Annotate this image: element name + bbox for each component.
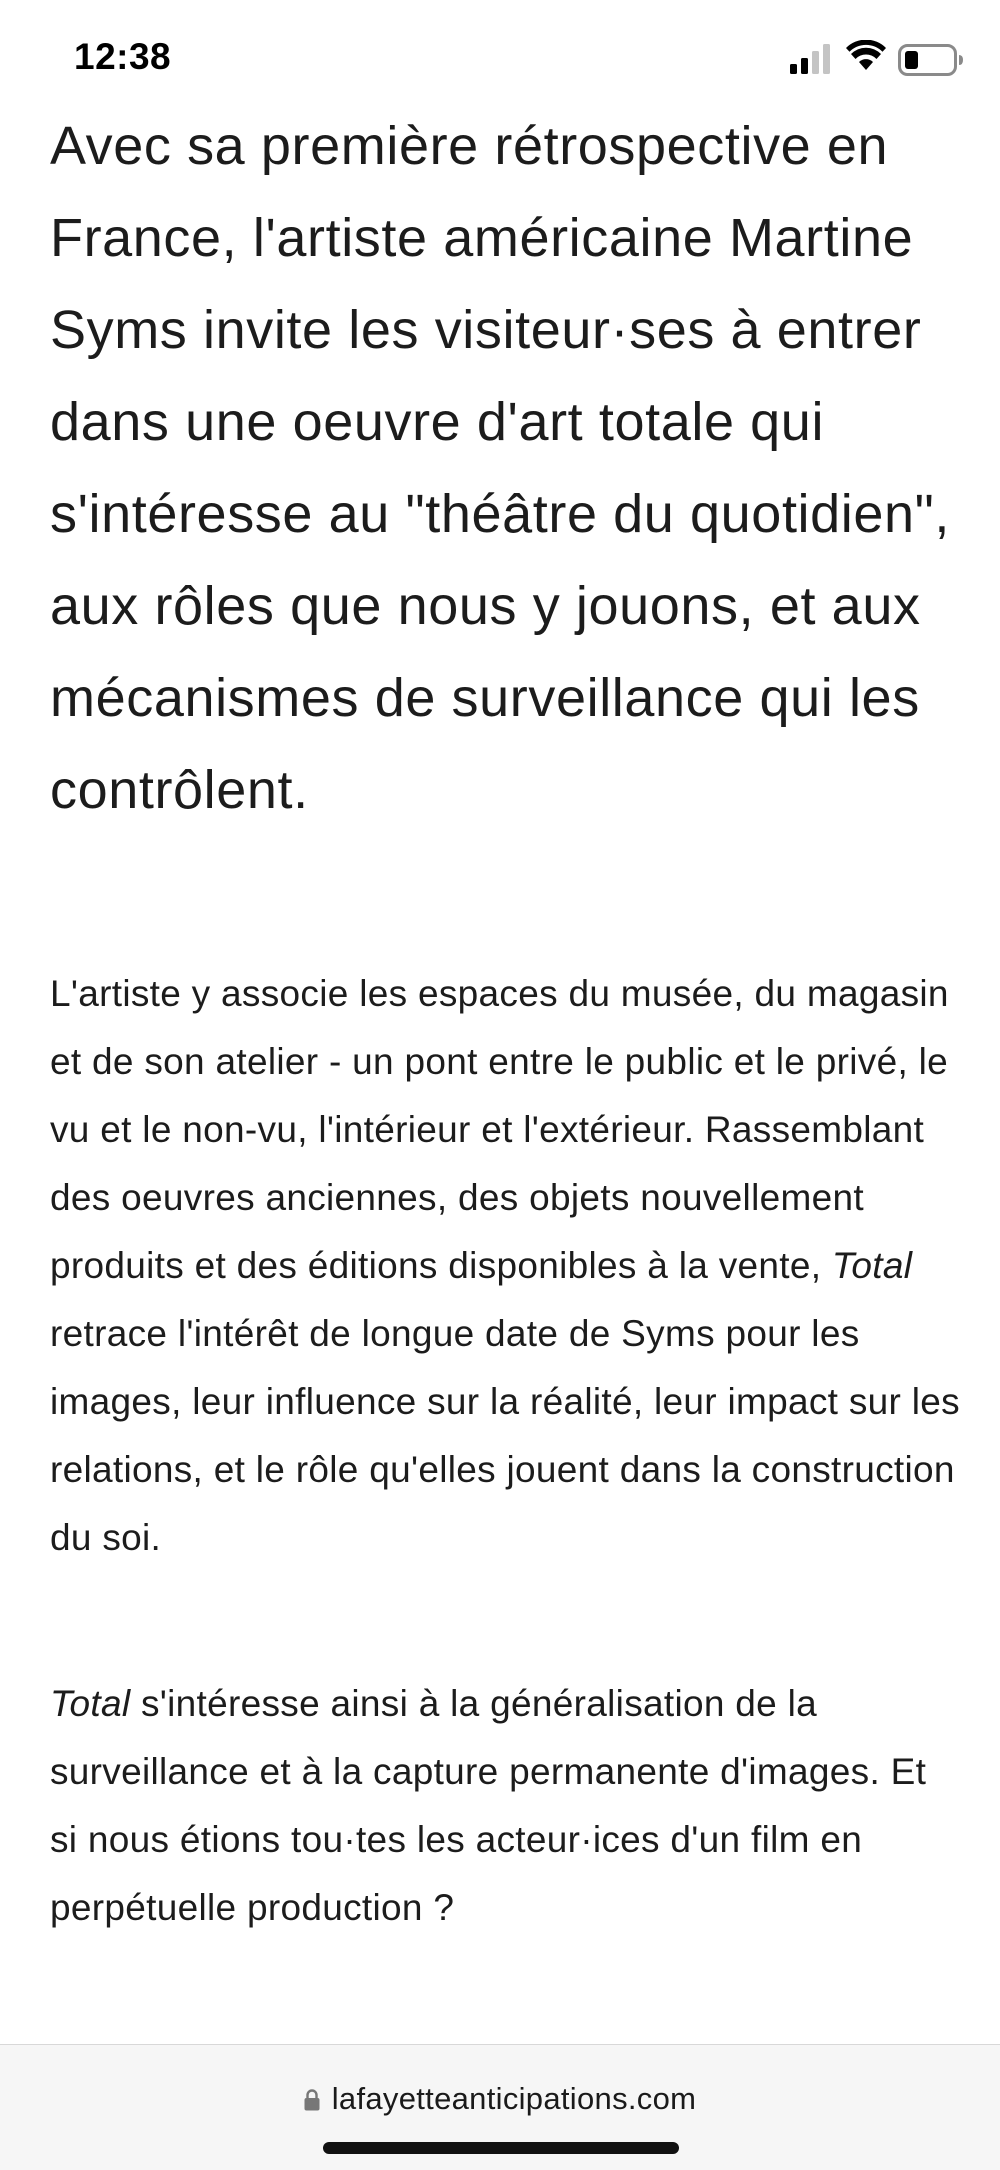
browser-bottom-bar	[0, 2044, 1000, 2170]
url-text: lafayetteanticipations.com	[331, 2081, 697, 2116]
article-lead: Avec sa première rétrospective en France, l'artiste américaine Martine Syms invite les visiteur·ses à entrer dans une oeuvre d'art totale qui s'intéresse au "théâtre du quotidien", aux rôles que nous y jouons, et aux mécanismes de surveillance qui les contrôlent.	[50, 116, 951, 820]
paragraph-1-text-end: retrace l'intérêt de longue date de Syms pour les images, leur influence sur la réalité, leur impact sur les relations, et le rôle qu'elles jouent dans la construction du soi.	[50, 1313, 960, 1558]
paragraph-1-italic-title: Total	[831, 1245, 913, 1286]
paragraph-2-text: s'intéresse ainsi à la généralisation de la surveillance et à la capture permanente d'images. Et si nous étions tou·tes les acteur·ices d'un film en perpétuelle production ?	[50, 1683, 927, 1928]
paragraph-2-italic-title: Total	[50, 1683, 131, 1724]
article-paragraph-2	[50, 1670, 960, 1942]
status-bar	[0, 0, 1000, 110]
home-indicator[interactable]	[323, 2142, 679, 2154]
lock-icon	[304, 2089, 320, 2111]
article	[50, 100, 960, 1928]
signal-icon	[790, 44, 834, 74]
battery-icon	[898, 44, 964, 76]
wifi-icon	[846, 40, 886, 72]
status-time: 12:38	[74, 36, 172, 77]
address-bar[interactable]	[0, 2081, 1000, 2117]
paragraph-1-text-start: L'artiste y associe les espaces du musée, du magasin et de son atelier - un pont entre le public et le privé, le vu et le non-vu, l'intérieur et l'extérieur. Rassemblant des oeuvres anciennes, des objets nouvellement produits et des éditions disponibles à la vente,	[50, 973, 949, 1286]
article-paragraph-1	[50, 960, 960, 1572]
